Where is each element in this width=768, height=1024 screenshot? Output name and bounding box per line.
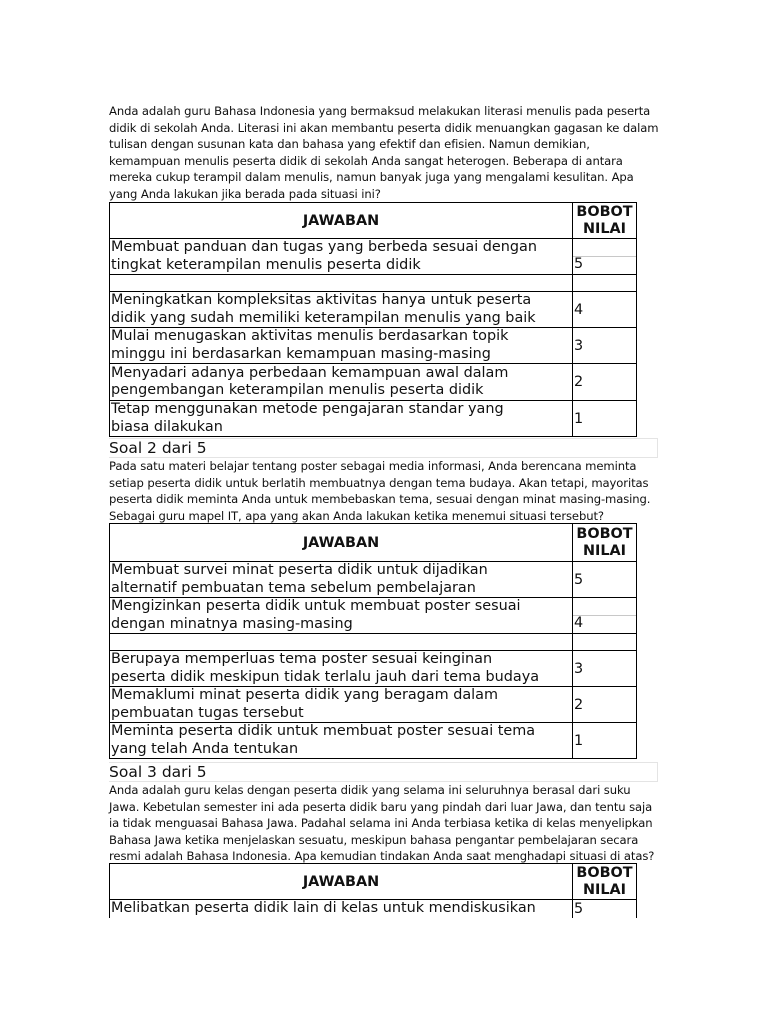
text-line: kemampuan menulis peserta didik di sekolah Anda sangat heterogen. Beberapa di antara	[109, 153, 623, 168]
answer-table-1	[109, 202, 637, 437]
header-weight: BOBOT NILAI	[573, 203, 637, 239]
option-score: 2	[573, 687, 637, 723]
option-text: Berupaya memperluas tema poster sesuai keinginan peserta didik meskipun tidak terlalu jauh dari tema budaya	[110, 651, 573, 687]
text-line: yang Anda lakukan jika berada pada situasi ini?	[109, 186, 381, 201]
option-text: Meminta peserta didik untuk membuat poster sesuai tema yang telah Anda tentukan	[110, 723, 573, 759]
text-line: Anda adalah guru kelas dengan peserta didik yang selama ini seluruhnya berasal dari suku	[109, 783, 631, 797]
option-text: Membuat panduan dan tugas yang berbeda sesuai dengan tingkat keterampilan menulis peserta didik	[110, 239, 573, 275]
question-1-text	[109, 103, 659, 202]
option-score: 3	[573, 328, 637, 364]
question-3-heading: Soal 3 dari 5	[109, 762, 658, 782]
table-row	[110, 562, 637, 598]
table-row	[110, 401, 637, 437]
option-text: Mengizinkan peserta didik untuk membuat poster sesuai dengan minatnya masing-masing	[110, 598, 573, 634]
option-text: Membuat survei minat peserta didik untuk dijadikan alternatif pembuatan tema sebelum pembelajaran	[110, 562, 573, 598]
option-score: 1	[573, 723, 637, 759]
option-score: 5	[573, 239, 637, 275]
table-blank-row	[110, 275, 637, 292]
text-line: ia tidak menguasai Bahasa Jawa. Padahal selama ini Anda terbiasa ketika di kelas menyelipkan	[109, 816, 653, 830]
option-text: Meningkatkan kompleksitas aktivitas hanya untuk peserta didik yang sudah memiliki keterampilan menulis yang baik	[110, 292, 573, 328]
table-header-row	[110, 203, 637, 239]
answer-table-2	[109, 523, 637, 759]
text-line: peserta didik meminta Anda untuk membebaskan tema, sesuai dengan minat masing-masing.	[109, 492, 651, 506]
text-line: Jawa. Kebetulan semester ini ada peserta didik baru yang pindah dari luar Jawa, dan tentu saja	[109, 799, 653, 814]
table-row	[110, 651, 637, 687]
option-score: 2	[573, 364, 637, 401]
table-blank-row	[110, 634, 637, 651]
table-row	[110, 900, 637, 918]
option-score: 3	[573, 651, 637, 687]
header-weight: BOBOT NILAI	[573, 524, 637, 562]
option-score: 5	[573, 562, 637, 598]
question-3-text	[109, 782, 659, 865]
table-row	[110, 598, 637, 634]
header-answer: JAWABAN	[110, 524, 573, 562]
text-line: Anda adalah guru Bahasa Indonesia yang bermaksud melakukan literasi menulis pada peserta	[109, 104, 651, 118]
text-line: resmi adalah Bahasa Indonesia. Apa kemudian tindakan Anda saat menghadapi situasi di atas?	[109, 849, 655, 863]
table-row	[110, 723, 637, 759]
header-weight: BOBOT NILAI	[573, 864, 637, 900]
table-header-row	[110, 864, 637, 900]
option-score: 4	[573, 292, 637, 328]
option-text: Menyadari adanya perbedaan kemampuan awal dalam pengembangan keterampilan menulis peserta didik	[110, 364, 573, 401]
text-line: Pada satu materi belajar tentang poster sebagai media informasi, Anda berencana meminta	[109, 459, 637, 473]
header-answer: JAWABAN	[110, 203, 573, 239]
option-score: 5	[573, 900, 637, 918]
table-row	[110, 328, 637, 364]
text-line: Sebagai guru mapel IT, apa yang akan Anda lakukan ketika menemui situasi tersebut?	[109, 508, 604, 523]
text-line: tulisan dengan susunan kata dan bahasa yang efektif dan efisien. Namun demikian,	[109, 137, 590, 151]
table-row	[110, 239, 637, 275]
option-score: 4	[573, 598, 637, 634]
option-text: Memaklumi minat peserta didik yang beragam dalam pembuatan tugas tersebut	[110, 687, 573, 723]
option-text: Tetap menggunakan metode pengajaran standar yang biasa dilakukan	[110, 401, 573, 437]
text-line: setiap peserta didik untuk berlatih membuatnya dengan tema budaya. Akan tetapi, mayoritas	[109, 475, 649, 490]
table-row	[110, 292, 637, 328]
option-text: Melibatkan peserta didik lain di kelas untuk mendiskusikan	[110, 900, 573, 918]
table-row	[110, 687, 637, 723]
header-answer: JAWABAN	[110, 864, 573, 900]
question-2-text	[109, 458, 659, 524]
table-row	[110, 364, 637, 401]
text-line: didik di sekolah Anda. Literasi ini akan membantu peserta didik menuangkan gagasan ke dalam	[109, 120, 659, 135]
table-header-row	[110, 524, 637, 562]
option-score: 1	[573, 401, 637, 437]
text-line: Bahasa Jawa ketika menjelaskan sesuatu, meskipun bahasa pengantar pembelajaran secara	[109, 832, 639, 847]
question-2-heading: Soal 2 dari 5	[109, 438, 658, 458]
answer-table-3	[109, 863, 637, 918]
text-line: mereka cukup terampil dalam menulis, namun banyak juga yang mengalami kesulitan. Apa	[109, 170, 634, 184]
option-text: Mulai menugaskan aktivitas menulis berdasarkan topik minggu ini berdasarkan kemampuan masing-masing	[110, 328, 573, 364]
